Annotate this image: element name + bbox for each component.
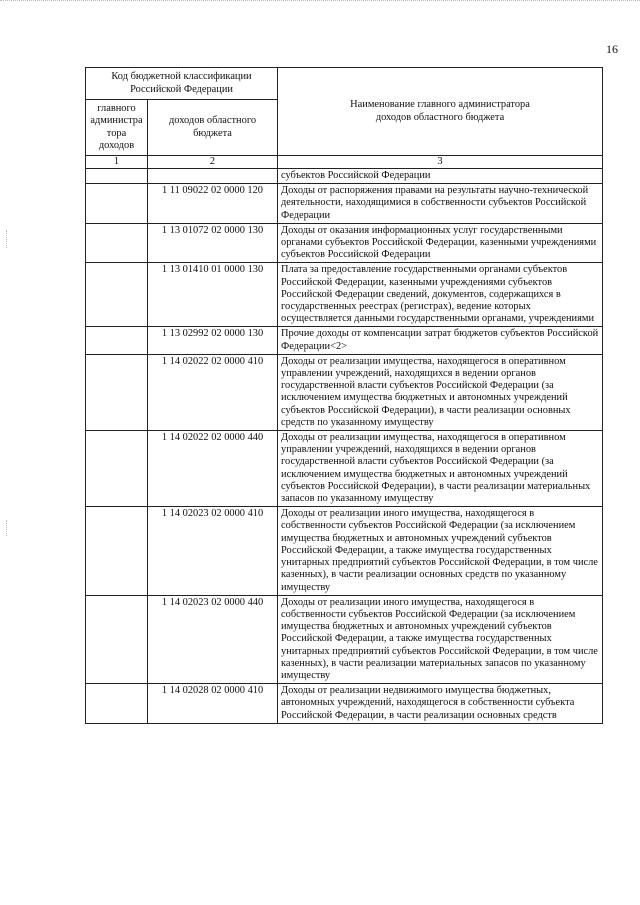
name-cell: Доходы от распоряжения правами на результаты научно-технической деятельности, находящимися в собственности субъектов Российской Федерации [278,184,603,224]
scan-top-edge [0,0,640,7]
budget-classification-table [85,67,603,724]
name-column-header [278,68,603,156]
name-cell: Доходы от реализации иного имущества, находящегося в собственности субъектов Российской Федерации (за исключением имущества бюджетных и автономных учреждений субъектов Российской Федерации, а также имущества государственных унитарных предприятий субъектов Российской Федерации, в том числе казенных), в части реализации материальных запасов по указанному имуществу [278,595,603,683]
code-cell: 1 14 02022 02 0000 410 [148,354,278,430]
admin-cell [86,327,148,354]
name-cell: Доходы от реализации имущества, находящегося в оперативном управлении учреждений, находящихся в ведении органов государственной власти субъектов Российской Федерации (за исключением имущества бюджетных и автономных учреждений субъектов Российской Федерации), в части реализации материальных запасов по указанному имуществу [278,431,603,507]
code-cell: 1 13 01072 02 0000 130 [148,223,278,263]
admin-cell [86,184,148,224]
admin-cell [86,507,148,595]
col-number-1: 1 [86,156,148,169]
admin-cell [86,684,148,724]
scan-side-mark [6,520,7,536]
code-cell: 1 14 02023 02 0000 440 [148,595,278,683]
name-cell: Доходы от реализации имущества, находящегося в оперативном управлении учреждений, находящихся в ведении органов государственной власти субъектов Российской Федерации (за исключением имущества бюджетных и автономных учреждений субъектов Российской Федерации), в части реализации основных средств по указанному имуществу [278,354,603,430]
col-number-2: 2 [148,156,278,169]
code-cell: 1 11 09022 02 0000 120 [148,184,278,224]
code-cell [148,169,278,184]
admin-cell [86,169,148,184]
table-row [86,184,603,224]
table-row [86,223,603,263]
page-number: 16 [606,42,618,56]
code-cell: 1 13 01410 01 0000 130 [148,263,278,327]
col-number-3: 3 [278,156,603,169]
code-cell: 1 14 02023 02 0000 410 [148,507,278,595]
code-cell: 1 14 02028 02 0000 410 [148,684,278,724]
table-row [86,263,603,327]
admin-cell [86,354,148,430]
name-column-header-text: Наименование главного администратора доходов областного бюджета [350,99,530,123]
admin-cell [86,223,148,263]
code-cell: 1 13 02992 02 0000 130 [148,327,278,354]
name-cell: Прочие доходы от компенсации затрат бюджетов субъектов Российской Федерации<2> [278,327,603,354]
name-cell: Доходы от реализации недвижимого имущества бюджетных, автономных учреждений, находящегося в собственности субъекта Российской Федерации, в части реализации основных средств [278,684,603,724]
name-cell: Плата за предоставление государственными органами субъектов Российской Федерации, казенными учреждениями субъектов Российской Федерации сведений, документов, содержащихся в государственных реестрах (регистрах), ведение которых осуществляется данными государственными органами, учреждениями [278,263,603,327]
admin-cell [86,431,148,507]
table-row [86,595,603,683]
table-row [86,507,603,595]
admin-cell [86,595,148,683]
table-row [86,169,603,184]
table-row [86,431,603,507]
income-regional-header [148,100,278,156]
name-cell: Доходы от реализации иного имущества, находящегося в собственности субъектов Российской Федерации (за исключением имущества бюджетных и автономных учреждений субъектов Российской Федерации, а также имущества государственных унитарных предприятий субъектов Российской Федерации, в том числе казенных), в части реализации основных средств по указанному имуществу [278,507,603,595]
table-row [86,327,603,354]
scan-side-mark [6,230,7,248]
admin-cell [86,263,148,327]
main-admin-header: главного администра тора доходов [86,100,148,156]
code-cell: 1 14 02022 02 0000 440 [148,431,278,507]
name-cell: субъектов Российской Федерации [278,169,603,184]
table-row [86,684,603,724]
income-regional-header-text: доходов областного бюджета [168,115,257,139]
kbk-group-header: Код бюджетной классификации Российской Федерации [86,68,278,100]
table-row [86,354,603,430]
name-cell: Доходы от оказания информационных услуг государственными органами субъектов Российской Федерации, казенными учреждениями субъектов Российской Федерации [278,223,603,263]
